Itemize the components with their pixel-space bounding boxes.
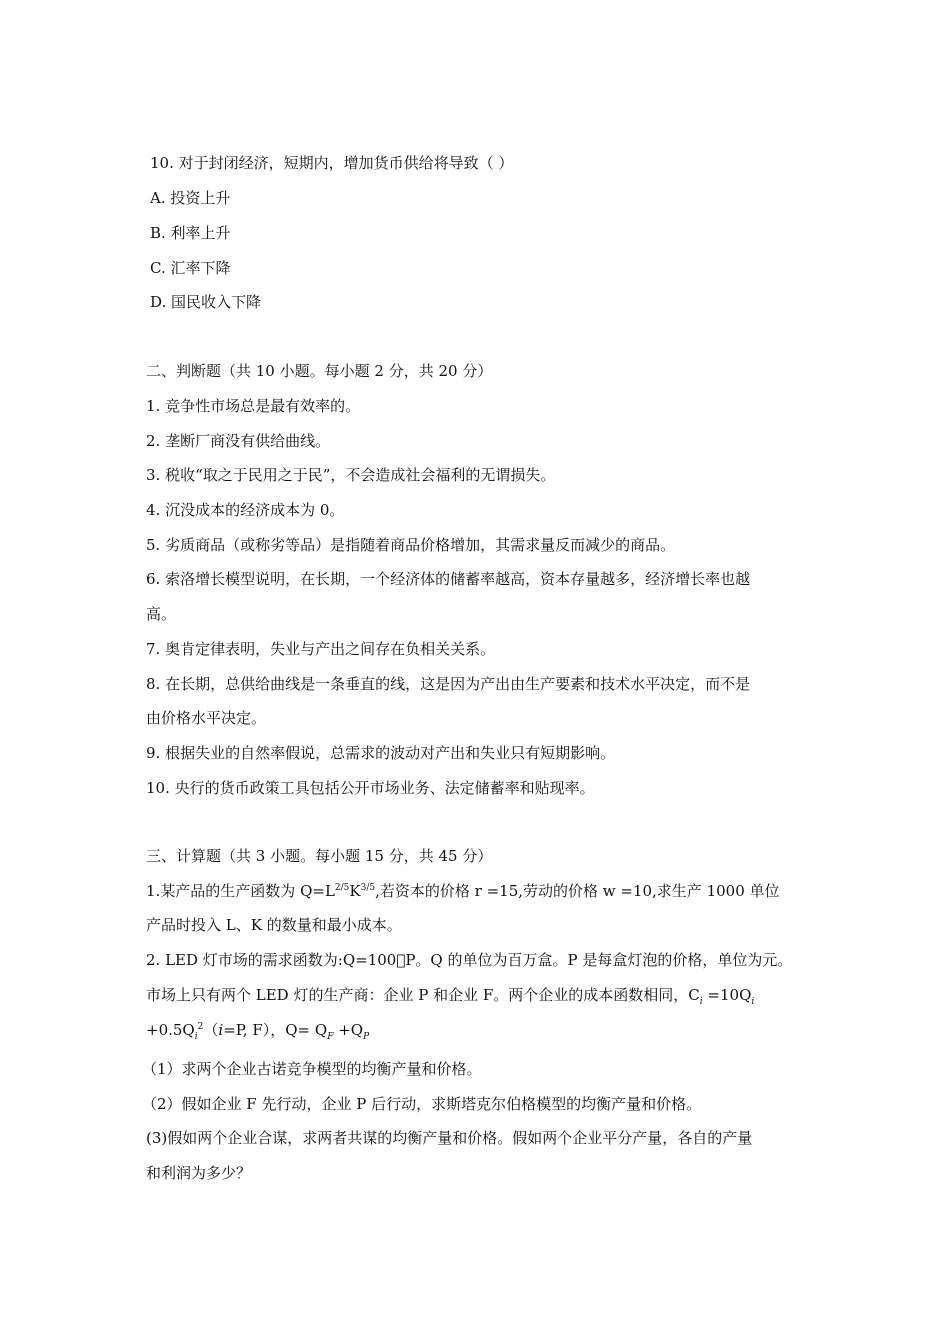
- option-a: A. 投资上升: [150, 189, 231, 207]
- exponent: 2/5: [334, 883, 350, 893]
- section-3-heading: 三、计算题（共 3 小题。每小题 15 分，共 45 分）: [146, 847, 493, 865]
- judgment-item: 5. 劣质商品（或称劣等品）是指随着商品价格增加，其需求量反而减少的商品。: [146, 536, 676, 554]
- option-d: D. 国民收入下降: [150, 293, 262, 311]
- option-c: C. 汇率下降: [150, 259, 231, 277]
- problem-1-text: K: [349, 882, 361, 900]
- judgment-item: 7. 奥肯定律表明，失业与产出之间存在负相关关系。: [146, 640, 496, 658]
- option-b: B. 利率上升: [150, 224, 231, 242]
- problem-2-line-3: [146, 1020, 369, 1040]
- problem-2-text: =P, F），Q= Q: [223, 1021, 328, 1039]
- problem-2-line-1: 2. LED 灯市场的需求函数为:Q=100 P。Q 的单位为百万盒。P 是每盒灯泡的价格，单位为元。: [146, 951, 793, 969]
- problem-2-text: =10Q: [702, 986, 752, 1004]
- question-10-stem: 10. 对于封闭经济，短期内，增加货币供给将导致（ ）: [150, 154, 514, 172]
- problem-1-line-2: 产品时投入 L、K 的数量和最小成本。: [146, 916, 402, 934]
- subscript: i: [751, 997, 755, 1007]
- judgment-item-continued: 高。: [146, 605, 177, 623]
- problem-1-text: 1.某产品的生产函数为 Q=L: [146, 882, 335, 900]
- judgment-item: 3. 税收“取之于民用之于民”，不会造成社会福利的无谓损失。: [146, 466, 556, 484]
- judgment-item: 10. 央行的货币政策工具包括公开市场业务、法定储蓄率和贴现率。: [146, 779, 595, 797]
- judgment-item: 6. 索洛增长模型说明，在长期，一个经济体的储蓄率越高，资本存量越多，经济增长率也越: [146, 570, 751, 588]
- subscript: P: [363, 1032, 370, 1042]
- sub-question-3-line-2: 和利润为多少？: [146, 1164, 252, 1182]
- sub-question-3-line-1: (3)假如两个企业合谋，求两者共谋的均衡产量和价格。假如两个企业平分产量，各自的产量: [146, 1129, 753, 1147]
- judgment-item: 4. 沉没成本的经济成本为 0。: [146, 501, 345, 519]
- problem-2-text: +0.5Q: [146, 1021, 195, 1039]
- problem-1-line-1: [146, 881, 780, 901]
- problem-1-text: ,若资本的价格 r =15,劳动的价格 w =10,求生产 1000 单位: [375, 882, 780, 900]
- exponent: 3/5: [360, 883, 376, 893]
- judgment-item: 1. 竞争性市场总是最有效率的。: [146, 397, 361, 415]
- subscript: i: [699, 997, 703, 1007]
- sub-question-2: （2）假如企业 F 先行动，企业 P 后行动，求斯塔克尔伯格模型的均衡产量和价格。: [142, 1095, 702, 1113]
- sub-question-1: （1）求两个企业古诺竞争模型的均衡产量和价格。: [142, 1060, 482, 1078]
- subscript: i: [194, 1032, 198, 1042]
- judgment-item: 8. 在长期，总供给曲线是一条垂直的线，这是因为产出由生产要素和技术水平决定，而不是: [146, 675, 751, 693]
- problem-2-line-2: [146, 985, 754, 1005]
- judgment-item: 2. 垄断厂商没有供给曲线。: [146, 432, 331, 450]
- problem-2-text: 市场上只有两个 LED 灯的生产商：企业 P 和企业 F。两个企业的成本函数相同，C: [146, 986, 700, 1004]
- problem-2-text: （: [203, 1021, 219, 1039]
- section-2-heading: 二、判断题（共 10 小题。每小题 2 分，共 20 分）: [146, 362, 493, 380]
- problem-2-text: +Q: [333, 1021, 364, 1039]
- judgment-item: 9. 根据失业的自然率假说，总需求的波动对产出和失业只有短期影响。: [146, 744, 616, 762]
- subscript: F: [327, 1032, 334, 1042]
- exponent: 2: [197, 1022, 204, 1032]
- judgment-item-continued: 由价格水平决定。: [146, 709, 267, 727]
- problem-2-text: i: [218, 1021, 224, 1039]
